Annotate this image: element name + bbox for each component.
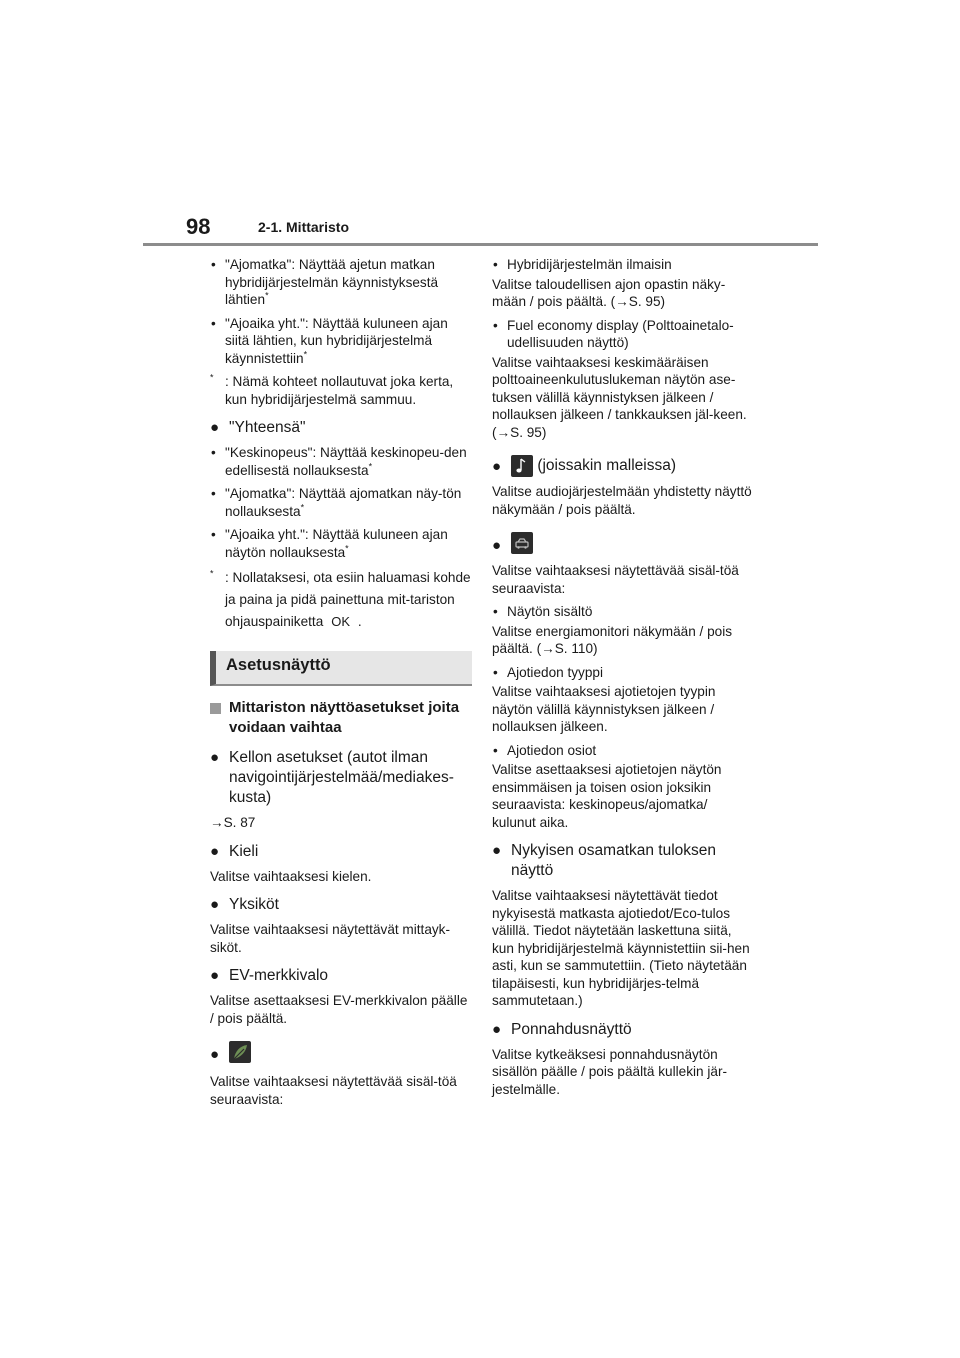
item-text: "Ajoaika yht.": Näyttää kuluneen ajan näytön nollauksesta	[225, 527, 448, 560]
chapter-title: 2-1. Mittaristo	[258, 219, 350, 235]
heading-text: Nykyisen osamatkan tuloksen näyttö	[511, 842, 717, 879]
list-item: • "Ajomatka": Näyttää ajetun matkan hybridijärjestelmän käynnistyksestä lähtien*	[211, 257, 439, 307]
paragraph: Valitse vaihtaaksesi kielen.	[210, 868, 372, 884]
item-text: Ajotiedon tyyppi	[507, 664, 603, 680]
paragraph: Valitse taloudellisen ajon opastin näky-mään / pois päältä. (→S. 95)	[492, 276, 726, 309]
paragraph: Valitse audiojärjestelmään yhdistetty näyttö näkymään / pois päältä.	[492, 484, 752, 517]
paragraph: Valitse asettaaksesi ajotietojen näytön ensimmäisen ja toisen osion joksikin seuraavista: keskinopeus/ajomatka/ kulunut aika.	[492, 762, 722, 830]
list-item: • "Ajomatka": Näyttää ajomatkan näy-tön nollauksesta*	[211, 486, 462, 519]
footnote: * : Nämä kohteet nollautuvat joka kerta, kun hybridijärjestelmä sammuu.	[210, 372, 454, 407]
music-note-icon	[511, 455, 533, 477]
item-text: "Ajoaika yht.": Näyttää kuluneen ajan siitä lähtien, kun hybridijärjestelmä käynnistettiin	[225, 315, 448, 366]
item-text: "Ajomatka": Näyttää ajomatkan näy-tön nollauksesta	[225, 486, 462, 519]
item-text: "Ajomatka": Näyttää ajetun matkan hybridijärjestelmän käynnistyksestä lähtien	[225, 257, 439, 307]
item-text: Ajotiedon osiot	[507, 742, 597, 758]
heading-text: Yksiköt	[229, 896, 279, 913]
heading-text: Kieli	[229, 842, 259, 860]
heading-audio: ● (joissakin malleissa)	[492, 455, 754, 477]
list-item: • "Keskinopeus": Näyttää keskinopeu-den edellisestä nollauksesta*	[211, 445, 467, 478]
heading-text: Ponnahdusnäyttö	[511, 1020, 632, 1038]
footnote-text: : Nollataksesi, ota esiin haluamasi kohde ja paina ja pidä painettuna mit-tariston ohjauspainiketta	[225, 570, 471, 629]
paragraph: Valitse vaihtaaksesi ajotietojen tyypin näytön välillä käynnistyksen jälkeen / nollauksen jälkeen.	[492, 684, 716, 734]
heading-text: EV-merkkivalo	[229, 967, 329, 984]
list-item: • "Ajoaika yht.": Näyttää kuluneen ajan siitä lähtien, kun hybridijärjestelmä käynnistettiin*	[211, 315, 448, 366]
paragraph: Valitse asettaaksesi EV-merkkivalon päälle / pois päältä.	[210, 993, 468, 1026]
left-column	[210, 256, 472, 1114]
footnote-text: : Nämä kohteet nollautuvat joka kerta, kun hybridijärjestelmä sammuu.	[225, 374, 454, 407]
heading-text: Kellon asetukset (autot ilman navigointijärjestelmää/mediakes-kusta)	[229, 749, 454, 806]
paragraph: Valitse vaihtaaksesi näytettävät mittayk-siköt.	[210, 922, 451, 955]
section-header	[210, 651, 472, 686]
list-item: • Ajotiedon osiot	[493, 742, 597, 758]
page-number: 98	[186, 214, 211, 239]
heading-text: "Yhteensä"	[229, 419, 306, 436]
heading-mittariston	[210, 698, 472, 738]
footnote: * : Nollataksesi, ota esiin haluamasi kohde ja paina ja pidä painettuna mit-tariston ohjauspainiketta OK .	[210, 567, 472, 633]
heading-ponnahdus: ● Ponnahdusnäyttö	[492, 1020, 632, 1038]
paragraph: Valitse energiamonitori näkymään / pois päältä. (→S. 110)	[492, 623, 733, 656]
heading-text: Mittariston näyttöasetukset joita voidaan vaihtaa	[229, 699, 460, 736]
item-text: Näytön sisältö	[507, 604, 593, 619]
item-text: "Keskinopeus": Näyttää keskinopeu-den edellisestä nollauksesta	[225, 445, 467, 478]
cross-reference: →S. 87	[210, 815, 256, 830]
heading-vehicle: ●	[492, 532, 754, 554]
ok-button-icon: OK	[331, 614, 351, 629]
list-item: • Hybridijärjestelmän ilmaisin	[493, 257, 672, 272]
heading-ev: ● EV-merkkivalo	[210, 967, 329, 984]
header-rule	[143, 243, 818, 246]
paragraph: Valitse vaihtaaksesi näytettävät tiedot nykyisestä matkasta ajotiedot/Eco-tulos välillä. Tiedot näytetään laskettuna siitä, kun hybridijärjestelmä käynnistettiin sii-hen asti, kun se sammutettiin. (Tieto näytetään tilapäisesti, kun hybridijärjes-telmä sammutetaan.)	[492, 888, 750, 1008]
leaf-icon	[229, 1041, 251, 1063]
heading-text: (joissakin malleissa)	[537, 457, 676, 475]
car-info-icon	[511, 532, 533, 554]
heading-kello: ● Kellon asetukset (autot ilman navigointijärjestelmää/mediakes-kusta)	[210, 749, 454, 806]
paragraph: Valitse kytkeäksesi ponnahdusnäytön sisällön päälle / pois päältä kullekin jär-jestelmälle.	[492, 1046, 727, 1097]
square-bullet-icon	[210, 703, 221, 714]
list-item: • "Ajoaika yht.": Näyttää kuluneen ajan näytön nollauksesta*	[211, 527, 448, 560]
list-item: • Fuel economy display (Polttoainetalo-udellisuuden näyttö)	[493, 317, 734, 350]
heading-kieli: ● Kieli	[210, 842, 259, 860]
paragraph: Valitse vaihtaaksesi keskimääräisen polttoaineenkulutuslukeman näytön ase-tuksen välillä käynnistyksen jälkeen / nollauksen jälkeen / tankkauksen jäl-keen. (→S. 95)	[492, 354, 747, 440]
paragraph: Valitse vaihtaaksesi näytettävää sisäl-töä seuraavista:	[210, 1074, 457, 1107]
heading-nykyisen: ● Nykyisen osamatkan tuloksen näyttö	[492, 842, 717, 879]
list-item: • Näytön sisältö	[493, 604, 593, 619]
right-column	[492, 256, 754, 1104]
list-item: • Ajotiedon tyyppi	[493, 664, 603, 680]
heading-yhteensa: ● "Yhteensä"	[210, 419, 306, 436]
item-text: Hybridijärjestelmän ilmaisin	[507, 257, 672, 272]
paragraph: Valitse vaihtaaksesi näytettävää sisäl-töä seuraavista:	[492, 563, 739, 596]
heading-yksikot: ● Yksiköt	[210, 896, 279, 913]
item-text: Fuel economy display (Polttoainetalo-udellisuuden näyttö)	[507, 317, 734, 350]
heading-eco: ●	[210, 1041, 472, 1063]
section-title: Asetusnäyttö	[226, 656, 331, 674]
